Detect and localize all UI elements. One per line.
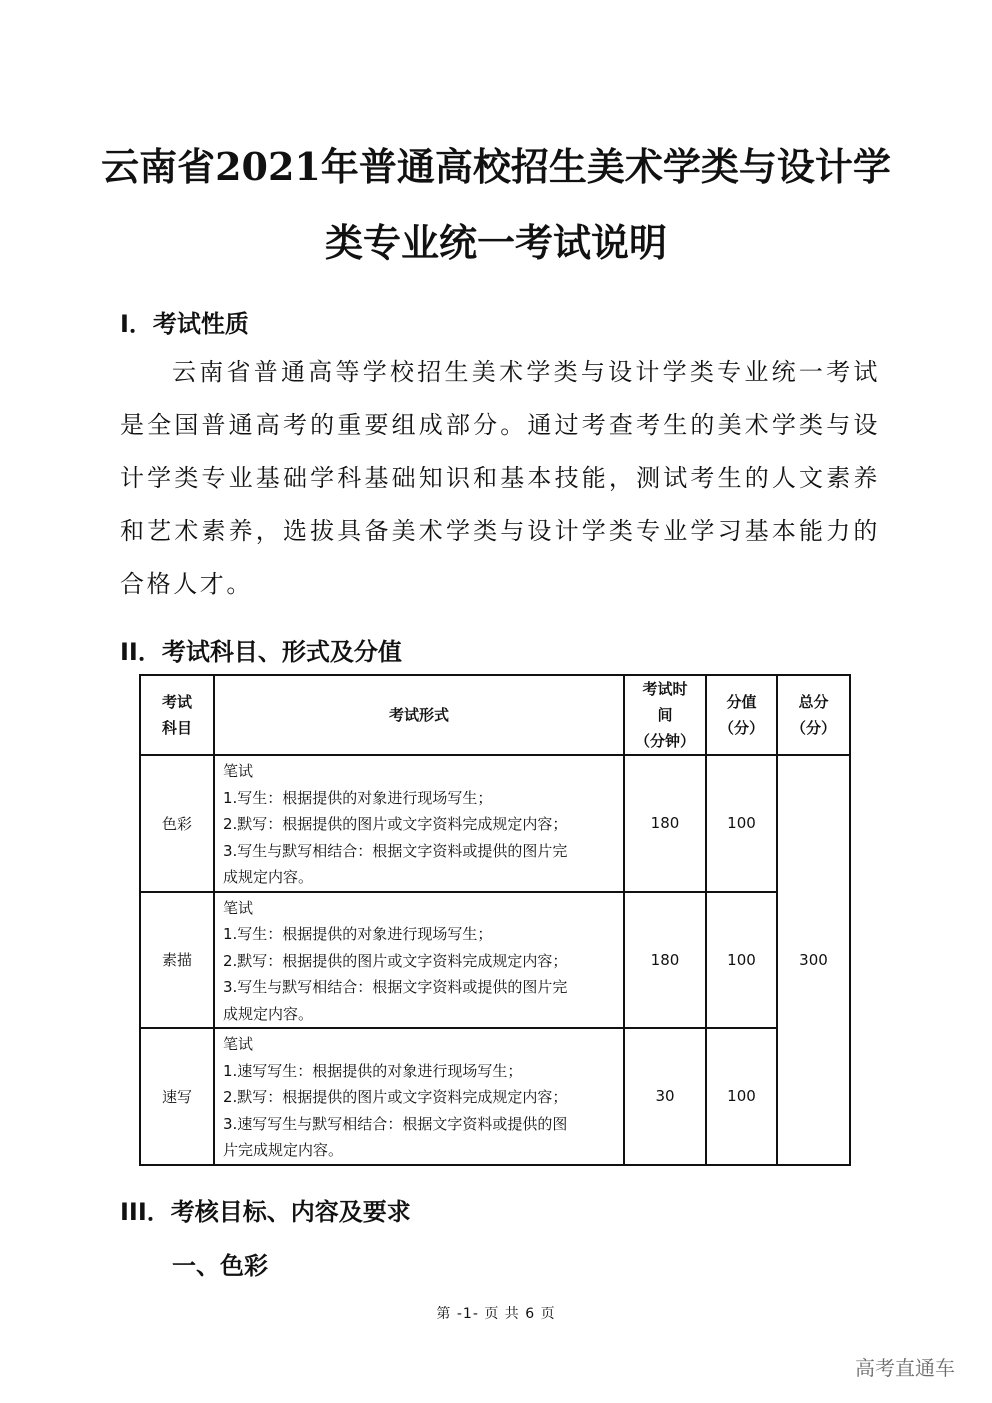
header-score-line-2: （分） (718, 719, 764, 737)
table-row (140, 755, 850, 892)
header-time-line-1: 考试时 (642, 680, 688, 698)
form-line: 2.默写：根据提供的图片或文字资料完成规定内容； (223, 1088, 568, 1106)
score-cell: 100 (706, 755, 777, 892)
table-row (140, 892, 850, 1029)
score-cell: 100 (706, 892, 777, 1029)
section-2-heading: II．考试科目、形式及分值 (120, 638, 402, 666)
section-1-paragraph: 云南省普通高等学校招生美术学类与设计学类专业统一考试是全国普通高考的重要组成部分。通过考查考生的美术学类与设计学类专业基础学科基础知识和基本技能，测试考生的人文素养和艺术素养，选拔具备美术学类与设计学类专业学习基本能力的合格人才。 (120, 358, 880, 598)
form-line: 1.写生：根据提供的对象进行现场写生； (223, 788, 493, 807)
form-line: 笔试 (223, 898, 254, 917)
section-3-subheading: 一、色彩 (172, 1252, 268, 1280)
form-cell (214, 755, 624, 892)
header-time-line-3: （分钟） (634, 732, 695, 750)
form-line: 3.速写写生与默写相结合：根据文字资料或提供的图 (223, 1114, 568, 1133)
time-cell: 30 (624, 1028, 706, 1165)
header-total-line-2: （分） (790, 719, 836, 737)
header-total-line-1: 总分 (798, 693, 829, 711)
header-form: 考试形式 (214, 675, 624, 755)
header-time-line-2: 间 (657, 706, 673, 724)
header-subject (140, 675, 214, 755)
form-cell (214, 892, 624, 1029)
score-cell: 100 (706, 1028, 777, 1165)
total-cell: 300 (777, 755, 850, 1165)
header-total (777, 675, 850, 755)
table-header-row (140, 675, 850, 755)
form-line: 2.默写：根据提供的图片或文字资料完成规定内容； (223, 951, 568, 970)
header-score-line-1: 分值 (726, 693, 757, 711)
watermark: 高考直通车 (855, 1356, 955, 1380)
time-cell: 180 (624, 755, 706, 892)
subject-cell: 素描 (140, 892, 214, 1029)
form-line: 笔试 (223, 1035, 254, 1053)
form-line: 笔试 (223, 762, 254, 780)
document-title-line-1: 云南省2021年普通高校招生美术学类与设计学 (101, 144, 891, 189)
section-1-heading: I．考试性质 (120, 310, 249, 338)
form-cell (214, 1028, 624, 1165)
page-footer: 第 -1- 页 共 6 页 (436, 1306, 556, 1322)
header-subject-line-2: 科目 (161, 719, 192, 737)
form-line: 1.写生：根据提供的对象进行现场写生； (223, 925, 493, 943)
header-time (624, 675, 706, 755)
subject-cell: 速写 (140, 1028, 214, 1165)
form-line: 2.默写：根据提供的图片或文字资料完成规定内容； (223, 815, 568, 833)
header-subject-line-1: 考试 (161, 693, 192, 711)
form-line: 3.写生与默写相结合：根据文字资料或提供的图片完 (223, 978, 568, 996)
form-line: 成规定内容。 (223, 1004, 314, 1023)
document-title-line-2: 类专业统一考试说明 (324, 220, 667, 265)
form-line: 片完成规定内容。 (223, 1141, 344, 1159)
table-row (140, 1028, 850, 1165)
subject-cell: 色彩 (140, 755, 214, 892)
form-line: 成规定内容。 (223, 868, 314, 886)
form-line: 3.写生与默写相结合：根据文字资料或提供的图片完 (223, 841, 568, 860)
form-line: 1.速写写生：根据提供的对象进行现场写生； (223, 1061, 523, 1080)
header-score (706, 675, 777, 755)
time-cell: 180 (624, 892, 706, 1029)
exam-table (139, 674, 851, 1166)
section-3-heading: III．考核目标、内容及要求 (120, 1198, 411, 1226)
